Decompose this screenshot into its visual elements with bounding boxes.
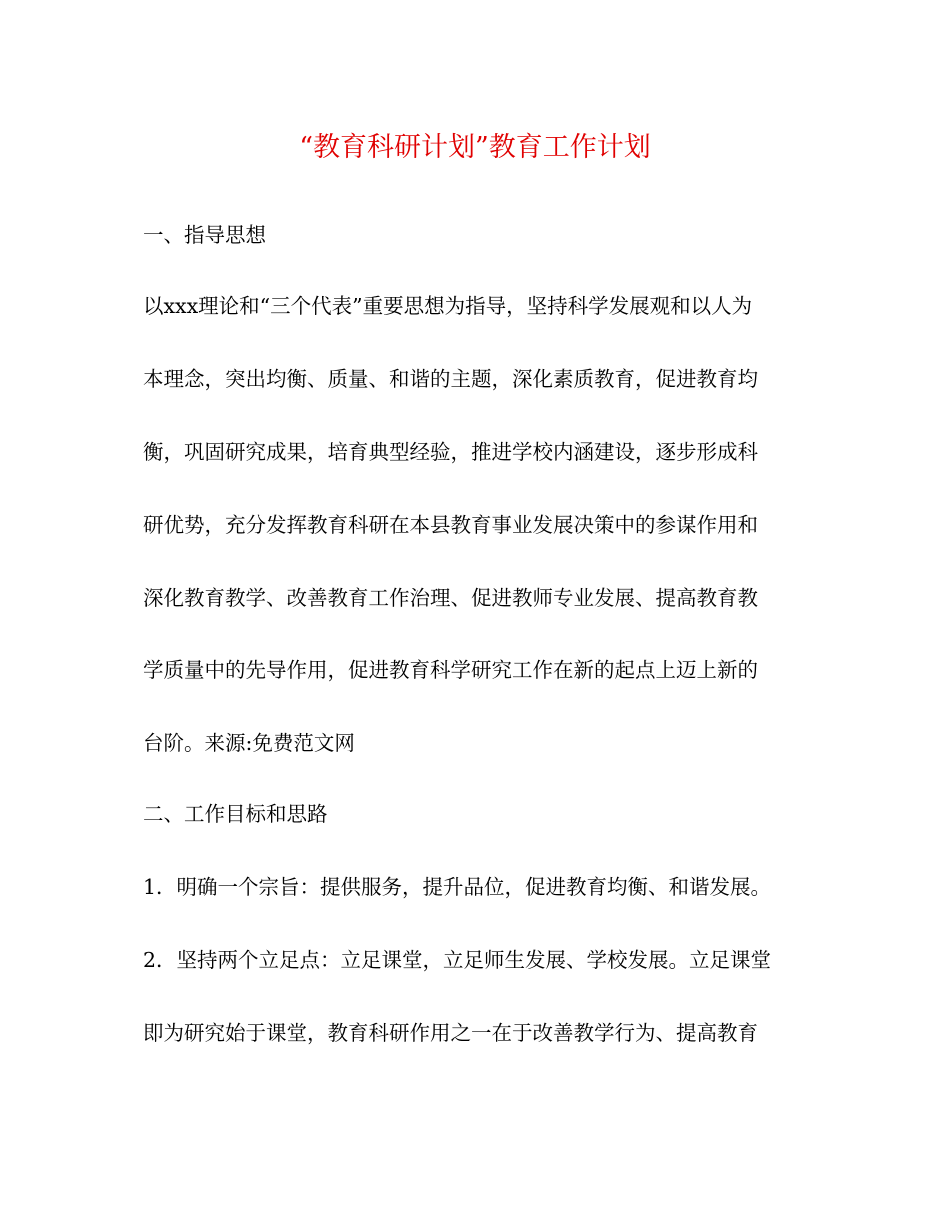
paragraph-line: 深化教育教学、改善教育工作治理、促进教师专业发展、提高教育教 bbox=[143, 586, 758, 610]
list-item: 1．明确一个宗旨：提供服务，提升品位，促进教育均衡、和谐发展。 bbox=[143, 875, 772, 899]
paragraph-line: 本理念，突出均衡、质量、和谐的主题，深化素质教育，促进教育均 bbox=[143, 367, 758, 391]
paragraph-line: 衡，巩固研究成果，培育典型经验，推进学校内涵建设，逐步形成科 bbox=[143, 440, 758, 464]
paragraph-line: 以xxx理论和“三个代表”重要思想为指导，坚持科学发展观和以人为 bbox=[143, 294, 753, 318]
paragraph-line: 研优势，充分发挥教育科研在本县教育事业发展决策中的参谋作用和 bbox=[143, 513, 758, 537]
paragraph-line: 学质量中的先导作用，促进教育科学研究工作在新的起点上迈上新的 bbox=[143, 658, 758, 682]
paragraph-line: 即为研究始于课堂，教育科研作用之一在于改善教学行为、提高教育 bbox=[143, 1021, 758, 1045]
section-heading-guiding-thought: 一、指导思想 bbox=[143, 223, 266, 247]
document-title: “教育科研计划”教育工作计划 bbox=[299, 132, 651, 163]
section-heading-goals: 二、工作目标和思路 bbox=[143, 802, 328, 826]
list-item: 2．坚持两个立足点：立足课堂，立足师生发展、学校发展。立足课堂 bbox=[143, 948, 772, 972]
paragraph-line: 台阶。来源:免费范文网 bbox=[143, 731, 355, 755]
